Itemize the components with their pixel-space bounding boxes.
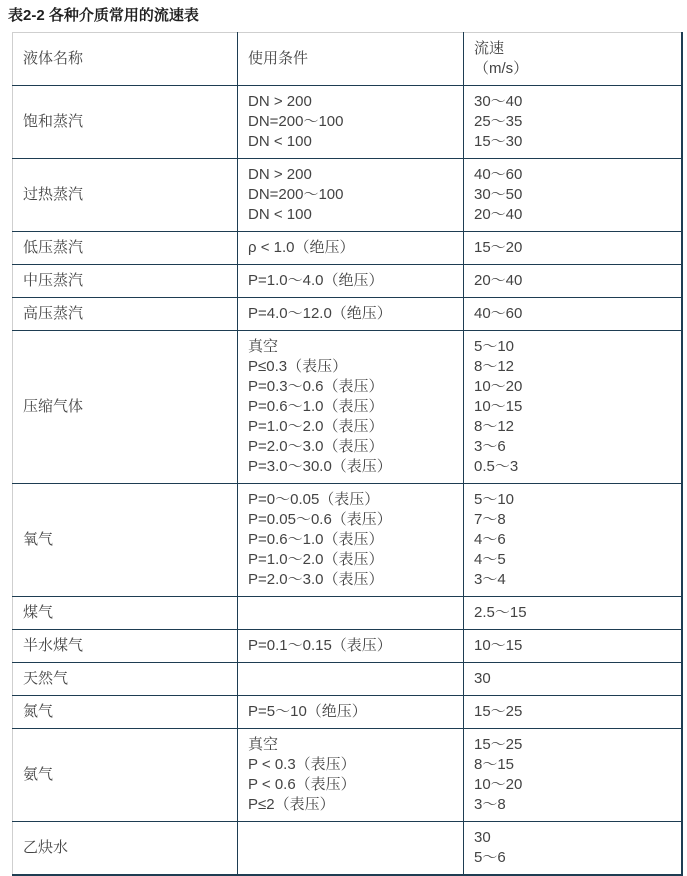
condition-cell [238, 331, 464, 484]
condition-cell [238, 597, 464, 630]
medium-name-line: 低压蒸汽 [23, 239, 84, 256]
medium-name-cell [13, 630, 238, 663]
header-medium-name [13, 33, 238, 86]
medium-name-line: 饱和蒸汽 [23, 113, 84, 130]
velocity-cell [464, 663, 682, 696]
medium-name-line: 高压蒸汽 [23, 305, 84, 322]
condition-line: DN > 200 [248, 166, 312, 183]
velocity-line: 2.5～15 [474, 604, 527, 621]
condition-line: 真空 [248, 338, 279, 355]
velocity-line: 20～40 [474, 272, 523, 289]
velocity-line: 15～25 [474, 703, 523, 720]
table-row [13, 663, 682, 696]
condition-line: P=2.0～3.0（表压） [248, 571, 384, 588]
velocity-line: 5～6 [474, 849, 506, 866]
condition-cell [238, 484, 464, 597]
table-row [13, 159, 682, 232]
velocity-cell [464, 484, 682, 597]
medium-name-line: 煤气 [23, 604, 54, 621]
condition-line: P=1.0～2.0（表压） [248, 418, 384, 435]
velocity-line: 7～8 [474, 511, 506, 528]
condition-line: P=5～10（绝压） [248, 703, 367, 720]
table-title: 表2-2 各种介质常用的流速表 [8, 7, 199, 24]
velocity-cell [464, 597, 682, 630]
condition-line: P=0.1～0.15（表压） [248, 637, 392, 654]
velocity-cell [464, 232, 682, 265]
condition-cell [238, 822, 464, 876]
velocity-cell [464, 696, 682, 729]
table-row [13, 597, 682, 630]
table-row [13, 331, 682, 484]
velocity-line: 8～12 [474, 418, 515, 435]
table-row [13, 484, 682, 597]
condition-line: P=1.0～2.0（表压） [248, 551, 384, 568]
flow-velocity-table [12, 32, 683, 876]
header-velocity-label-line2: （m/s） [474, 60, 529, 77]
condition-line: P=3.0～30.0（表压） [248, 458, 392, 475]
medium-name-line: 氧气 [23, 531, 54, 548]
condition-line: P < 0.6（表压） [248, 776, 356, 793]
medium-name-cell [13, 729, 238, 822]
condition-cell [238, 265, 464, 298]
medium-name-cell [13, 822, 238, 876]
velocity-line: 3～4 [474, 571, 506, 588]
velocity-line: 0.5～3 [474, 458, 519, 475]
medium-name-cell [13, 86, 238, 159]
medium-name-line: 氮气 [23, 703, 54, 720]
header-velocity-label-line1: 流速 [474, 40, 505, 57]
condition-line: P=2.0～3.0（表压） [248, 438, 384, 455]
condition-line: DN=200～100 [248, 186, 344, 203]
medium-name-line: 压缩气体 [23, 398, 84, 415]
condition-line: 真空 [248, 736, 279, 753]
velocity-line: 20～40 [474, 206, 523, 223]
table-row [13, 630, 682, 663]
condition-line: P=1.0～4.0（绝压） [248, 272, 384, 289]
velocity-line: 10～20 [474, 378, 523, 395]
medium-name-cell [13, 232, 238, 265]
condition-line: P=0.6～1.0（表压） [248, 398, 384, 415]
table-body [13, 86, 682, 876]
condition-line: P=0.3～0.6（表压） [248, 378, 384, 395]
table-row [13, 696, 682, 729]
velocity-line: 15～25 [474, 736, 523, 753]
velocity-line: 10～15 [474, 637, 523, 654]
condition-line: P≤0.3（表压） [248, 358, 348, 375]
velocity-line: 5～10 [474, 491, 515, 508]
velocity-line: 10～20 [474, 776, 523, 793]
medium-name-line: 中压蒸汽 [23, 272, 84, 289]
velocity-line: 10～15 [474, 398, 523, 415]
velocity-line: 4～6 [474, 531, 506, 548]
velocity-line: 8～15 [474, 756, 515, 773]
velocity-cell [464, 630, 682, 663]
header-condition-label: 使用条件 [248, 50, 309, 67]
condition-line: P≤2（表压） [248, 796, 335, 813]
header-row [13, 33, 682, 86]
condition-line: ρ < 1.0（绝压） [248, 239, 355, 256]
medium-name-line: 乙炔水 [23, 839, 69, 856]
condition-cell [238, 729, 464, 822]
velocity-cell [464, 86, 682, 159]
condition-cell [238, 159, 464, 232]
medium-name-cell [13, 159, 238, 232]
condition-line: P=4.0～12.0（绝压） [248, 305, 392, 322]
condition-cell [238, 86, 464, 159]
medium-name-cell [13, 331, 238, 484]
medium-name-cell [13, 265, 238, 298]
table-row [13, 232, 682, 265]
velocity-line: 15～30 [474, 133, 523, 150]
header-velocity [464, 33, 682, 86]
condition-line: DN=200～100 [248, 113, 344, 130]
table-row [13, 265, 682, 298]
velocity-cell [464, 822, 682, 876]
condition-line: P=0.6～1.0（表压） [248, 531, 384, 548]
velocity-line: 4～5 [474, 551, 506, 568]
velocity-cell [464, 159, 682, 232]
condition-cell [238, 696, 464, 729]
velocity-line: 3～6 [474, 438, 506, 455]
table-header [13, 33, 682, 86]
velocity-cell [464, 265, 682, 298]
velocity-line: 15～20 [474, 239, 523, 256]
table-row [13, 822, 682, 876]
velocity-cell [464, 729, 682, 822]
velocity-line: 40～60 [474, 305, 523, 322]
medium-name-cell [13, 484, 238, 597]
condition-cell [238, 298, 464, 331]
velocity-cell [464, 331, 682, 484]
velocity-line: 5～10 [474, 338, 515, 355]
velocity-line: 30～50 [474, 186, 523, 203]
condition-line: P=0.05～0.6（表压） [248, 511, 392, 528]
header-condition [238, 33, 464, 86]
velocity-line: 30～40 [474, 93, 523, 110]
condition-cell [238, 232, 464, 265]
medium-name-line: 氨气 [23, 766, 54, 783]
table-row [13, 86, 682, 159]
condition-cell [238, 630, 464, 663]
velocity-line: 30 [474, 670, 491, 687]
header-medium-name-label: 液体名称 [23, 50, 84, 67]
medium-name-cell [13, 663, 238, 696]
medium-name-line: 天然气 [23, 670, 69, 687]
condition-line: DN < 100 [248, 206, 312, 223]
medium-name-cell [13, 696, 238, 729]
velocity-line: 3～8 [474, 796, 506, 813]
medium-name-line: 半水煤气 [23, 637, 84, 654]
table-row [13, 729, 682, 822]
condition-line: DN > 200 [248, 93, 312, 110]
velocity-cell [464, 298, 682, 331]
velocity-line: 8～12 [474, 358, 515, 375]
velocity-line: 25～35 [474, 113, 523, 130]
medium-name-cell [13, 298, 238, 331]
velocity-line: 40～60 [474, 166, 523, 183]
table-row [13, 298, 682, 331]
condition-line: DN < 100 [248, 133, 312, 150]
condition-cell [238, 663, 464, 696]
condition-line: P < 0.3（表压） [248, 756, 356, 773]
medium-name-cell [13, 597, 238, 630]
medium-name-line: 过热蒸汽 [23, 186, 84, 203]
velocity-line: 30 [474, 829, 491, 846]
condition-line: P=0～0.05（表压） [248, 491, 380, 508]
